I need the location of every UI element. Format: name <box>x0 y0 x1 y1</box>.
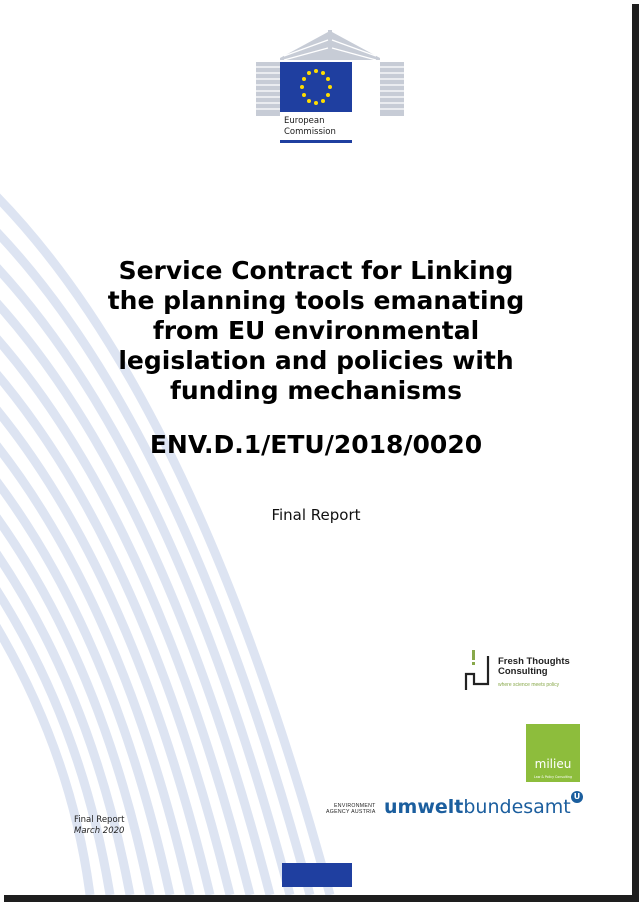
milieu-tagline: Law & Policy Consulting <box>534 775 572 779</box>
european-commission-label <box>284 116 374 138</box>
report-title <box>40 256 592 406</box>
page-shadow-right <box>632 4 639 902</box>
uba-agency-line1: ENVIRONMENT <box>334 803 376 809</box>
title-line: Service Contract for Linking <box>118 256 514 285</box>
uba-agency-line2: AGENCY AUSTRIA <box>326 809 376 815</box>
page-shadow-bottom <box>4 895 639 902</box>
ec-label-line1: European <box>284 116 325 126</box>
milieu-logo <box>526 724 580 782</box>
footer-eu-flag-icon <box>282 863 352 887</box>
milieu-name: milieu <box>534 757 572 771</box>
footer-doc-type: Final Report <box>74 815 125 825</box>
uba-word-bold: umwelt <box>384 796 464 818</box>
ftc-name-line2: Consulting <box>498 666 548 677</box>
report-subtitle: Final Report <box>271 506 361 524</box>
uba-badge-icon: U <box>571 791 583 803</box>
title-line: the planning tools emanating <box>107 286 525 315</box>
umweltbundesamt-logo <box>384 796 571 818</box>
ftc-name <box>498 657 570 677</box>
footer-date: March 2020 <box>74 826 125 836</box>
footer-info <box>74 815 124 837</box>
uba-word-regular: bundesamt <box>463 796 571 818</box>
title-line: legislation and policies with <box>118 346 514 375</box>
ec-label-line2: Commission <box>284 127 336 137</box>
ftc-name-line1: Fresh Thoughts <box>498 656 570 667</box>
uba-agency-label <box>326 803 376 815</box>
contract-number: ENV.D.1/ETU/2018/0020 <box>149 430 483 459</box>
title-line: funding mechanisms <box>169 376 462 405</box>
ftc-tagline: where science meets policy <box>498 682 560 688</box>
title-line: from EU environmental <box>152 316 480 345</box>
